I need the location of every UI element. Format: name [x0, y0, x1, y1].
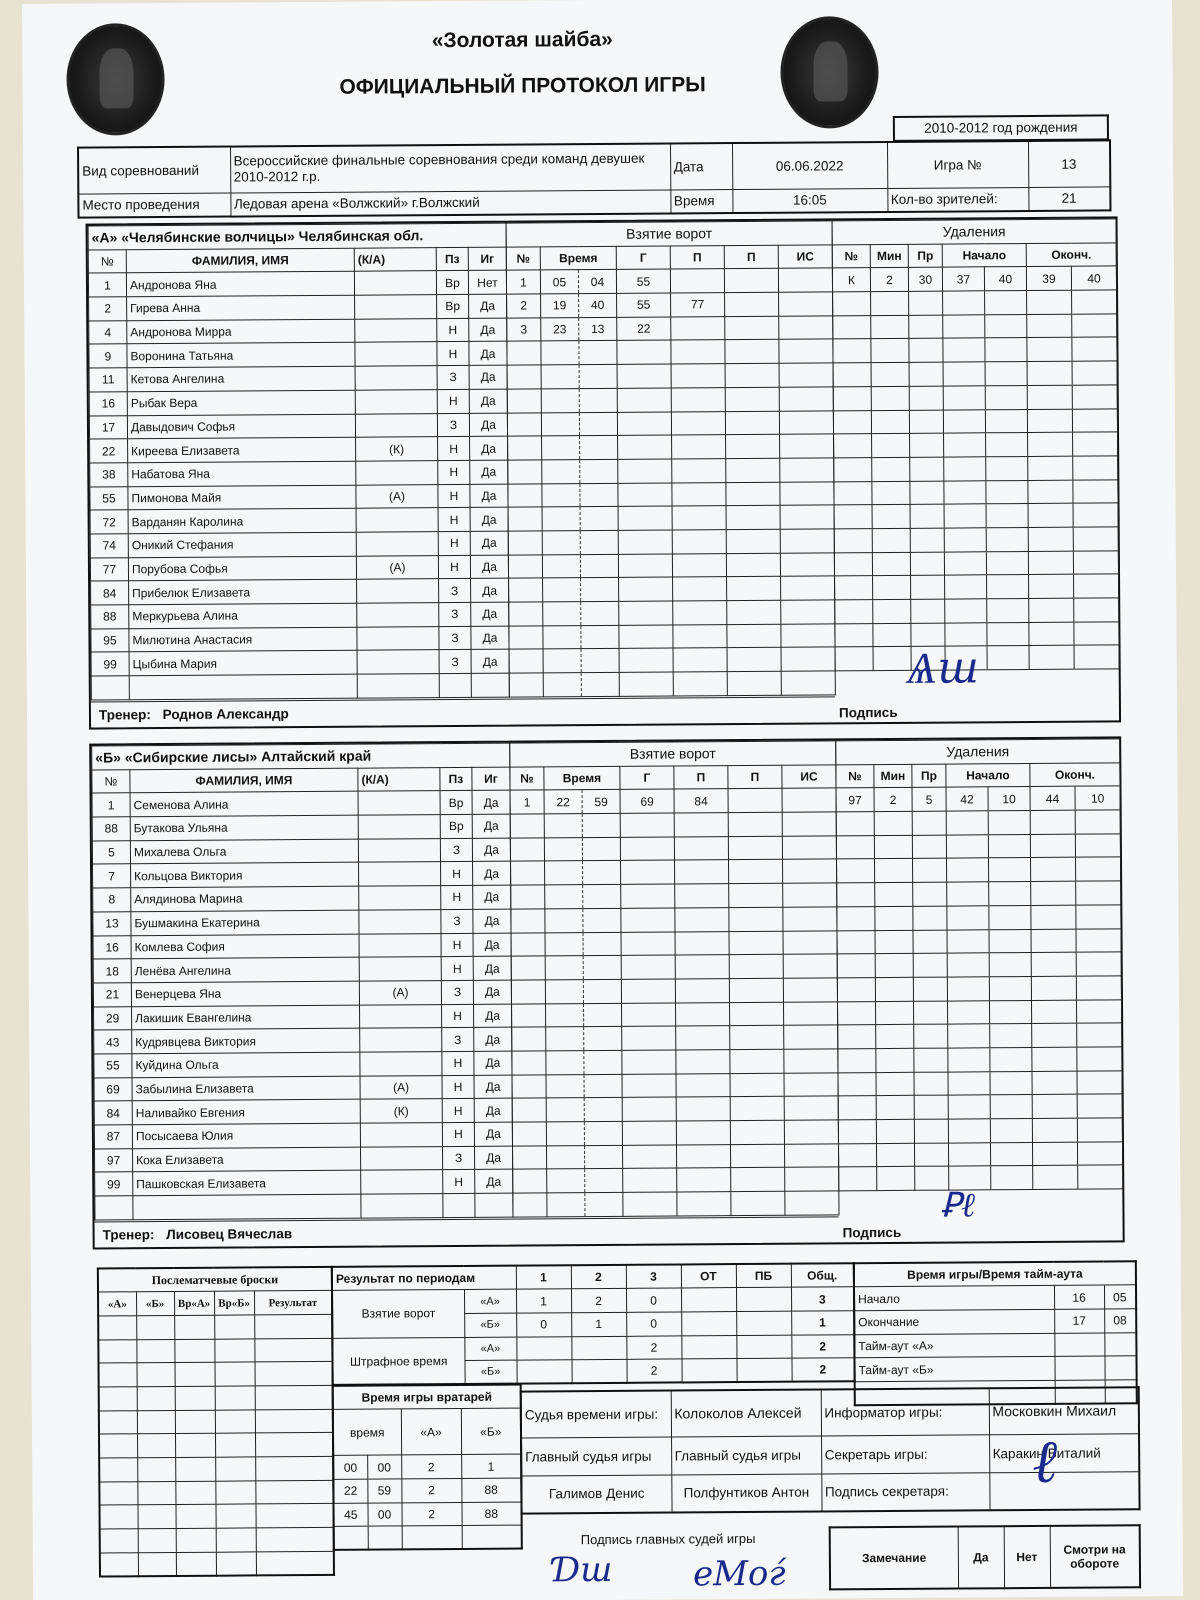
- player-row: 88 Бутакова Ульяна Вр Да: [92, 814, 510, 841]
- goalie-time-table: Время игры вратарей время «А» «Б» 00 00 2 1 22 59 2 88 45 00 2 88: [332, 1384, 523, 1552]
- teamB-penalties-table: Удаления № Мин Пр Начало Оконч. 97 2 5 42 10 44 10: [835, 738, 1123, 1191]
- teamA-penalties-table: Удаления № Мин Пр Начало Оконч. К 2 30 37 40 39 40: [832, 218, 1120, 671]
- penalty-row: [835, 574, 1119, 600]
- col-pz: Пз: [436, 247, 468, 271]
- goal-row: [512, 1049, 838, 1075]
- player-row: 88 Меркурьева Алина З Да: [91, 602, 509, 629]
- player-row: 95 Милютина Анастасия З Да: [91, 626, 509, 653]
- goal-row: [509, 624, 835, 650]
- referee2-signature: eМоѓ: [692, 1553, 786, 1595]
- goal-row: [507, 410, 833, 436]
- teamA-coach-row: [91, 696, 835, 727]
- goal-row: [510, 812, 836, 838]
- goal-row: [511, 954, 837, 980]
- penalty-row: [839, 1165, 1123, 1191]
- shootout-table: Послематчевые броски «А» «Б» Вр«А» Вр«Б» Результат: [97, 1266, 335, 1578]
- goal-row: [511, 978, 837, 1004]
- secretary-signature: ℓ: [1031, 1426, 1058, 1497]
- goal-row: [509, 576, 835, 602]
- birth-year-box: 2010-2012 год рождения: [893, 114, 1109, 141]
- goal-row: [509, 647, 835, 673]
- penalty-row: К 2 30 37 40 39 40: [832, 266, 1116, 292]
- teamA-roster-table: [88, 223, 510, 701]
- penalty-row: [833, 385, 1117, 411]
- penalty-row: [833, 337, 1117, 363]
- penalty-row: [837, 999, 1121, 1025]
- penalty-row: [833, 361, 1117, 387]
- col-ig: Иг: [468, 247, 506, 271]
- player-row: 87 Посысаева Юлия Н Да: [94, 1122, 512, 1149]
- player-row: 2 Гирева Анна Вр Да: [89, 294, 507, 321]
- coach-a-signature: Ѧш: [906, 642, 980, 694]
- player-row: 16 Комлева София Н Да: [93, 933, 511, 960]
- goal-row: [511, 859, 837, 885]
- player-row: 1 Семенова Алина Вр Да: [92, 791, 510, 818]
- col-no: №: [88, 249, 126, 273]
- goal-row: [513, 1167, 839, 1193]
- coach-name: Лисовец Вячеслав: [166, 1226, 293, 1243]
- player-row: 22 Киреева Елизавета (К) Н Да: [90, 436, 508, 463]
- player-row: 69 Забылина Елизавета (А) Н Да: [94, 1075, 512, 1102]
- game-time-table: Время игры/Время тайм-аута Начало 16 05 Окончание 17 08 Тайм-аут «А» Тайм-аут «Б»: [853, 1260, 1138, 1406]
- goal-row: 2 19 40 55 77: [507, 292, 833, 318]
- penalty-row: [834, 479, 1118, 505]
- referees-signature-label: Подпись главных судей игры: [580, 1530, 756, 1548]
- goal-row: [508, 481, 834, 507]
- goal-row: 1 05 04 55: [506, 268, 832, 294]
- referee1-signature: Ɗш: [552, 1549, 613, 1591]
- player-row: 38 Набатова Яна Н Да: [90, 460, 508, 487]
- goal-row: 1 22 59 69 84: [510, 788, 836, 814]
- penalty-row: [834, 550, 1118, 576]
- penalty-row: [837, 976, 1121, 1002]
- player-row: 13 Бушмакина Екатерина З Да: [93, 909, 511, 936]
- teamB-team-title: «Б» «Сибирские лисы» Алтайский край: [92, 743, 510, 770]
- goal-row: [509, 671, 835, 697]
- penalty-row: [837, 881, 1121, 907]
- goal-row: [512, 1096, 838, 1122]
- penalty-row: [837, 928, 1121, 954]
- penalty-row: [837, 905, 1121, 931]
- player-row: 72 Варданян Каролина Н Да: [90, 507, 508, 534]
- goal-row: [509, 600, 835, 626]
- penalty-row: [833, 314, 1117, 340]
- player-row: 77 Порубова Софья (А) Н Да: [90, 555, 508, 582]
- goalie-row: 22 59 2 88: [333, 1478, 521, 1503]
- penalty-row: [838, 1118, 1122, 1144]
- goal-row: [507, 339, 833, 365]
- penalty-row: [833, 290, 1117, 316]
- coach-label: Тренер:: [98, 707, 151, 723]
- coach-b-signature: Ꝑℓ: [940, 1185, 976, 1226]
- goal-row: [508, 458, 834, 484]
- player-row: 29 Лакишик Евангелина Н Да: [94, 1004, 512, 1031]
- goal-row: [511, 930, 837, 956]
- player-row: 74 Оникий Стефания Н Да: [90, 531, 508, 558]
- teamA-signature-label: Подпись: [838, 704, 898, 721]
- teamB-block: [89, 736, 1125, 1249]
- player-row: 55 Куйдина Ольга Н Да: [94, 1051, 512, 1078]
- goal-row: [511, 907, 837, 933]
- officials-table: Судья времени игры: Колоколов Алексей Информатор игры: Московкин Михаил Главный судья игры Главный судья игры Секретарь игры: Каракин Виталий Галимов Денис Полфунтиков Антон Подпись секретаря:: [520, 1386, 1141, 1514]
- penalty-row: [835, 598, 1119, 624]
- player-row: 43 Кудрявцева Виктория З Да: [94, 1027, 512, 1054]
- player-row: 97 Кока Елизавета З Да: [95, 1146, 513, 1173]
- penalty-row: 97 2 5 42 10 44 10: [836, 786, 1120, 812]
- player-row: 84 Наливайко Евгения (К) Н Да: [94, 1098, 512, 1125]
- player-row: 21 Венерцева Яна (А) З Да: [93, 980, 511, 1007]
- tournament-title: «Золотая шайба»: [431, 27, 613, 53]
- coach-name: Роднов Александр: [162, 706, 289, 723]
- player-row: 17 Давыдович Софья З Да: [89, 413, 507, 440]
- teamA-team-title: «А» «Челябинские волчицы» Челябинская обл.: [88, 223, 506, 250]
- protocol-sheet: [22, 0, 1183, 1600]
- goal-row: [512, 1001, 838, 1027]
- col-pz: Пз: [440, 767, 472, 791]
- goal-row: [507, 363, 833, 389]
- goal-row: [508, 434, 834, 460]
- penalty-row: [834, 503, 1118, 529]
- periods-table: Результат по периодам 1 2 3 ОТ ПБ Общ. Взятие ворот «А» 1 2 0 3 «Б» 0 1 0 1 Штрафное время «А» 2 2 «Б» 2 2: [331, 1262, 856, 1386]
- penalty-row: [838, 1094, 1122, 1120]
- goal-row: [512, 1144, 838, 1170]
- goal-row: [512, 1120, 838, 1146]
- penalty-row: [838, 1023, 1122, 1049]
- goal-row: [510, 836, 836, 862]
- player-row: 7 Кольцова Виктория Н Да: [93, 862, 511, 889]
- teamB-roster-table: [91, 743, 513, 1221]
- penalty-row: [836, 810, 1120, 836]
- penalty-row: [837, 857, 1121, 883]
- protocol-title: ОФИЦИАЛЬНЫЙ ПРОТОКОЛ ИГРЫ: [339, 73, 706, 99]
- player-row: 4 Андронова Мирра Н Да: [89, 318, 507, 345]
- player-row: 99 Пашковская Елизавета Н Да: [95, 1169, 513, 1196]
- teamB-coach-row: [95, 1216, 839, 1247]
- col-name: ФАМИЛИЯ, ИМЯ: [130, 768, 358, 793]
- goal-row: [508, 529, 834, 555]
- player-row: 18 Ленёва Ангелина Н Да: [93, 956, 511, 983]
- remark-table: Замечание Да Нет Смотри на обороте: [829, 1524, 1141, 1590]
- penalty-row: [834, 527, 1118, 553]
- goal-row: [512, 1025, 838, 1051]
- col-ka: (К/А): [358, 767, 440, 791]
- player-row: 99 Цыбина Мария З Да: [91, 650, 509, 677]
- penalty-row: [838, 1047, 1122, 1073]
- player-row: 16 Рыбак Вера Н Да: [89, 389, 507, 416]
- goalie-row: 45 00 2 88: [333, 1502, 521, 1527]
- player-row: 9 Воронина Татьяна Н Да: [89, 342, 507, 369]
- penalty-row: [834, 456, 1118, 482]
- teamB-goals-table: Взятие ворот № Время Г П П ИС 1 22 59 69 84: [509, 740, 839, 1217]
- coach-label: Тренер:: [102, 1227, 155, 1243]
- col-no: №: [92, 769, 130, 793]
- player-row: 5 Михалева Ольга З Да: [92, 838, 510, 865]
- player-row: 8 Алядинова Марина Н Да: [93, 885, 511, 912]
- goal-row: [512, 1072, 838, 1098]
- penalty-row: [834, 432, 1118, 458]
- col-ig: Иг: [472, 767, 510, 791]
- penalty-row: [837, 952, 1121, 978]
- teamB-signature-label: Подпись: [842, 1224, 902, 1241]
- player-row: 11 Кетова Ангелина З Да: [89, 365, 507, 392]
- goal-row: [513, 1191, 839, 1217]
- col-ka: (К/А): [354, 247, 436, 271]
- goal-row: 3 23 13 22: [507, 316, 833, 342]
- penalty-row: [833, 408, 1117, 434]
- info-table: Вид соревнований Всероссийские финальные соревнования среди команд девушек 2010-2012 г.р. Дата 06.06.2022 Игра № 13 Место проведения Ледовая арена «Волжский» г.Волжский Время 16:05 Кол-во зрителей: 21: [77, 139, 1111, 218]
- goal-row: [511, 883, 837, 909]
- goal-row: [508, 505, 834, 531]
- player-row: 1 Андронова Яна Вр Нет: [88, 271, 506, 298]
- col-name: ФАМИЛИЯ, ИМЯ: [126, 248, 354, 273]
- goalie-row: 00 00 2 1: [333, 1454, 521, 1479]
- penalty-row: [838, 1142, 1122, 1168]
- goal-row: [507, 387, 833, 413]
- penalty-row: [836, 834, 1120, 860]
- teamA-goals-table: Взятие ворот № Время Г П П ИС 1 05 04 55 2 19 40 55 77 3 23 13 22: [506, 220, 836, 697]
- player-row: 84 Прибелюк Елизавета З Да: [91, 578, 509, 605]
- player-row: 55 Пимонова Майя (А) Н Да: [90, 484, 508, 511]
- penalty-row: [838, 1070, 1122, 1096]
- goal-row: [508, 552, 834, 578]
